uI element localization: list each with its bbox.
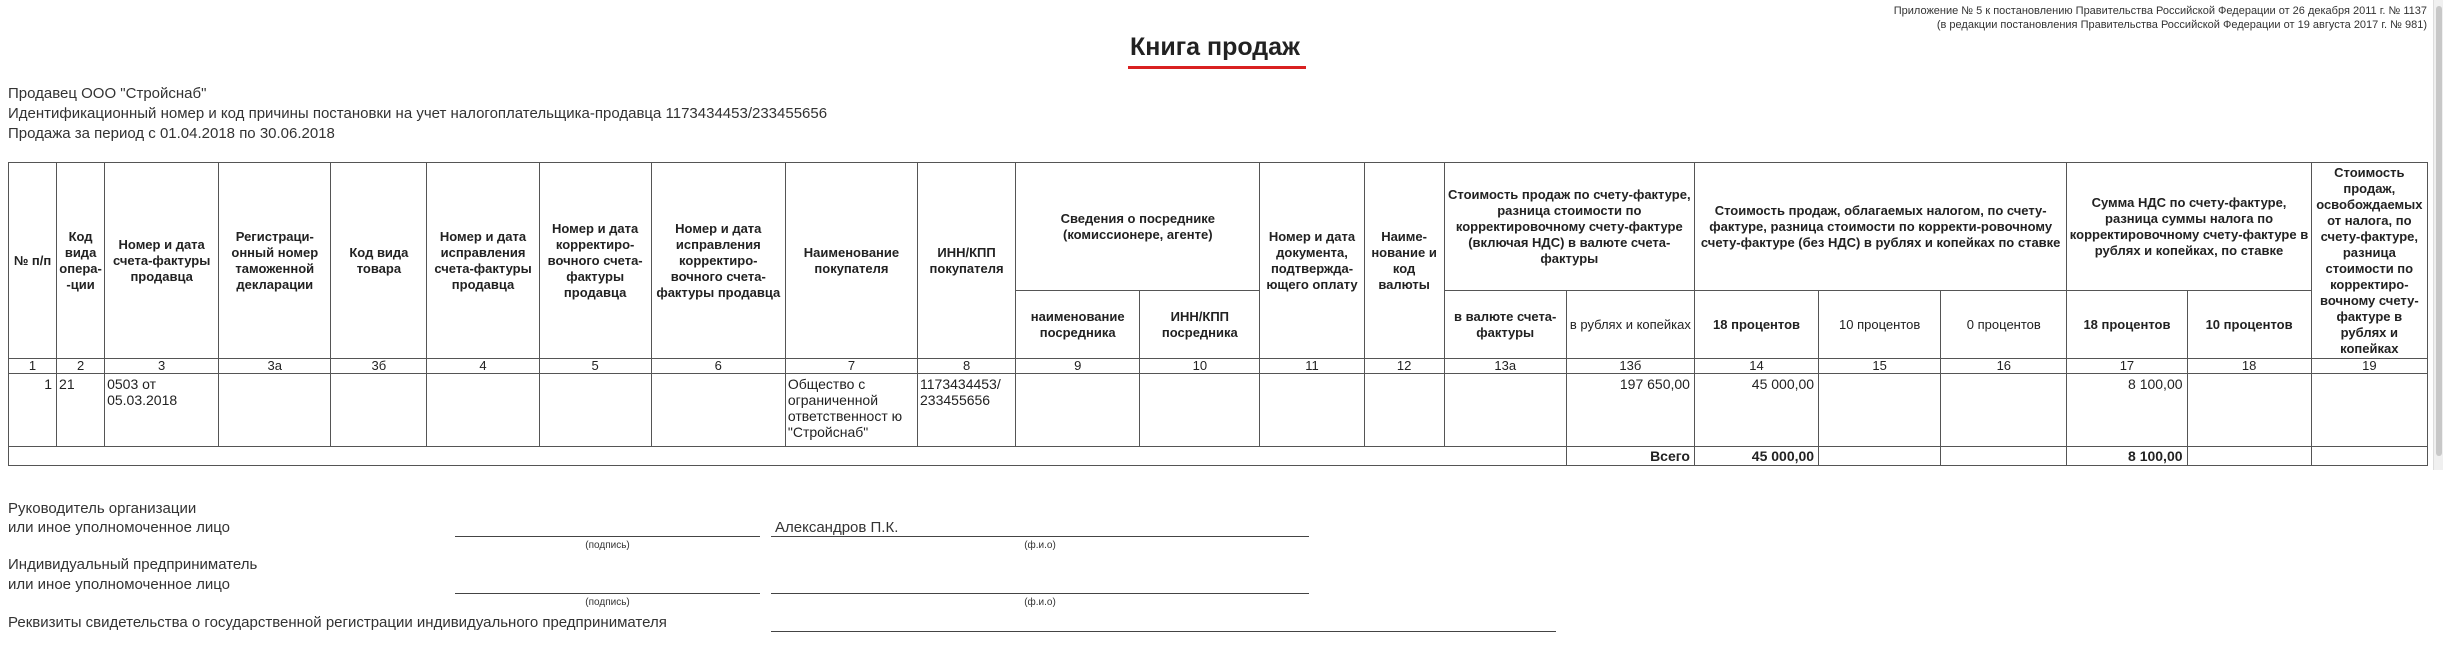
col-header-adjustment: Номер и дата корректиро-вочного счета-фактуры продавца — [539, 163, 651, 359]
cell-customs-decl[interactable] — [219, 374, 331, 447]
col-header-taxable-18: 18 процентов — [1694, 291, 1818, 359]
cell-payment-doc[interactable] — [1260, 374, 1364, 447]
col-header-vat-10: 10 процентов — [2187, 291, 2311, 359]
col-number: 11 — [1260, 359, 1364, 374]
title-underline — [1128, 66, 1306, 69]
regulation-line-1: Приложение № 5 к постановлению Правительства Российской Федерации от 26 декабря 2011 г. № 1137 — [1893, 5, 2427, 17]
regulation-reference — [1867, 4, 2427, 32]
col-number: 19 — [2311, 359, 2427, 374]
cell-buyer[interactable]: Общество с ограниченной ответственност ю "Стройснаб" — [785, 374, 917, 447]
col-header-payment-doc: Номер и дата документа, подтвержда-ющего оплату — [1260, 163, 1364, 359]
seller-line: Продавец ООО "Стройснаб" — [8, 85, 207, 102]
page-title: Книга продаж — [1130, 33, 1300, 61]
col-header-intermediary-name: наименование посредника — [1016, 291, 1140, 359]
col-number: 14 — [1694, 359, 1818, 374]
col-number: 7 — [785, 359, 917, 374]
total-vat-18: 8 100,00 — [2067, 447, 2187, 466]
col-number: 5 — [539, 359, 651, 374]
col-number: 18 — [2187, 359, 2311, 374]
col-header-value-currency: в валюте счета-фактуры — [1444, 291, 1566, 359]
col-number: 13а — [1444, 359, 1566, 374]
cell-goods-code[interactable] — [331, 374, 427, 447]
col-number: 3а — [219, 359, 331, 374]
total-vat-10 — [2187, 447, 2311, 466]
cell-taxable-0[interactable] — [1941, 374, 2067, 447]
total-row — [9, 447, 2428, 466]
requisites-line[interactable] — [771, 631, 1556, 632]
ip-fio-caption: (ф.и.о) — [1024, 597, 1056, 608]
col-number: 10 — [1140, 359, 1260, 374]
ip-label-line2: или иное уполномоченное лицо — [8, 576, 231, 593]
cell-intermediary-name[interactable] — [1016, 374, 1140, 447]
col-header-correction: Номер и дата исправления счета-фактуры продавца — [427, 163, 539, 359]
cell-adjustment[interactable] — [539, 374, 651, 447]
col-header-num: № п/п — [9, 163, 57, 359]
seller-inn-line: Идентификационный номер и код причины постановки на учет налогоплательщика-продавца 1173434453/233455656 — [8, 105, 828, 122]
ip-signature-line[interactable] — [455, 593, 760, 594]
total-taxable-10 — [1819, 447, 1941, 466]
col-header-taxable-0: 0 процентов — [1941, 291, 2067, 359]
cell-num[interactable]: 1 — [9, 374, 57, 447]
ip-signature-caption: (подпись) — [585, 597, 630, 608]
col-header-buyer: Наименование покупателя — [785, 163, 917, 359]
cell-exempt[interactable] — [2311, 374, 2427, 447]
head-fio-line — [771, 536, 1309, 537]
cell-currency[interactable] — [1364, 374, 1444, 447]
cell-intermediary-inn[interactable] — [1140, 374, 1260, 447]
col-number: 6 — [651, 359, 785, 374]
col-header-invoice: Номер и дата счета-фактуры продавца — [105, 163, 219, 359]
vertical-scrollbar[interactable] — [2433, 0, 2443, 470]
col-header-taxable-sales: Стоимость продаж, облагаемых налогом, по счету-фактуре, разница стоимости по корректи-ровочному счету-фактуре (без НДС) в рублях и копейках по ставке — [1694, 163, 2066, 291]
cell-taxable-10[interactable] — [1819, 374, 1941, 447]
cell-value-rub[interactable]: 197 650,00 — [1566, 374, 1694, 447]
ip-fio-line[interactable] — [771, 593, 1309, 594]
cell-op-code[interactable]: 21 — [57, 374, 105, 447]
col-number: 3б — [331, 359, 427, 374]
col-number: 1 — [9, 359, 57, 374]
sales-ledger-table — [8, 162, 2428, 466]
col-header-customs-decl: Регистраци-онный номер таможенной декларации — [219, 163, 331, 359]
col-header-goods-code: Код вида товара — [331, 163, 427, 359]
cell-invoice[interactable]: 0503 от 05.03.2018 — [105, 374, 219, 447]
col-number: 13б — [1566, 359, 1694, 374]
head-signature-line[interactable] — [455, 536, 760, 537]
col-header-vat-amount: Сумма НДС по счету-фактуре, разница суммы налога по корректировочному счету-фактуре в рублях и копейках, по ставке — [2067, 163, 2311, 291]
col-header-vat-18: 18 процентов — [2067, 291, 2187, 359]
col-number: 4 — [427, 359, 539, 374]
col-number: 3 — [105, 359, 219, 374]
col-number: 17 — [2067, 359, 2187, 374]
period-line: Продажа за период с 01.04.2018 по 30.06.2018 — [8, 125, 335, 142]
cell-adjustment-correction[interactable] — [651, 374, 785, 447]
head-fio-caption: (ф.и.о) — [1024, 540, 1056, 551]
scrollbar-thumb[interactable] — [2436, 6, 2442, 456]
col-header-currency: Наиме-нование и код валюты — [1364, 163, 1444, 359]
col-header-intermediary-inn: ИНН/КПП посредника — [1140, 291, 1260, 359]
total-exempt — [2311, 447, 2427, 466]
col-header-exempt-sales: Стоимость продаж, освобождаемых от налога, по счету-фактуре, разница стоимости по корректиро-вочному счету-фактуре в рублях и копейках — [2311, 163, 2427, 359]
col-header-buyer-inn: ИНН/КПП покупателя — [918, 163, 1016, 359]
ip-label-line1: Индивидуальный предприниматель — [8, 556, 258, 573]
col-header-adjustment-correction: Номер и дата исправления корректиро-вочного счета-фактуры продавца — [651, 163, 785, 359]
total-spacer — [9, 447, 1567, 466]
head-label-line2: или иное уполномоченное лицо — [8, 519, 231, 536]
table-row[interactable] — [9, 374, 2428, 447]
col-number: 16 — [1941, 359, 2067, 374]
head-name[interactable]: Александров П.К. — [775, 519, 899, 536]
requisites-label: Реквизиты свидетельства о государственной регистрации индивидуального предпринимателя — [8, 614, 667, 631]
total-taxable-0 — [1941, 447, 2067, 466]
total-taxable-18: 45 000,00 — [1694, 447, 1818, 466]
cell-value-currency[interactable] — [1444, 374, 1566, 447]
col-header-intermediary: Сведения о посреднике (комиссионере, агенте) — [1016, 163, 1260, 291]
cell-correction[interactable] — [427, 374, 539, 447]
head-label-line1: Руководитель организации — [8, 500, 197, 517]
cell-vat-10[interactable] — [2187, 374, 2311, 447]
col-header-sales-value: Стоимость продаж по счету-фактуре, разница стоимости по корректировочному счету-фактуре (включая НДС) в валюте счета-фактуры — [1444, 163, 1694, 291]
cell-buyer-inn[interactable]: 1173434453/ 233455656 — [918, 374, 1016, 447]
head-signature-caption: (подпись) — [585, 540, 630, 551]
col-number: 12 — [1364, 359, 1444, 374]
col-header-value-rub: в рублях и копейках — [1566, 291, 1694, 359]
cell-vat-18[interactable]: 8 100,00 — [2067, 374, 2187, 447]
col-header-taxable-10: 10 процентов — [1819, 291, 1941, 359]
column-number-row — [9, 359, 2428, 374]
cell-taxable-18[interactable]: 45 000,00 — [1694, 374, 1818, 447]
col-header-op-code: Код вида опера--ции — [57, 163, 105, 359]
col-number: 8 — [918, 359, 1016, 374]
col-number: 9 — [1016, 359, 1140, 374]
total-label: Всего — [1566, 447, 1694, 466]
col-number: 2 — [57, 359, 105, 374]
col-number: 15 — [1819, 359, 1941, 374]
regulation-line-2: (в редакции постановления Правительства Российской Федерации от 19 августа 2017 г. № 981) — [1936, 19, 2427, 31]
